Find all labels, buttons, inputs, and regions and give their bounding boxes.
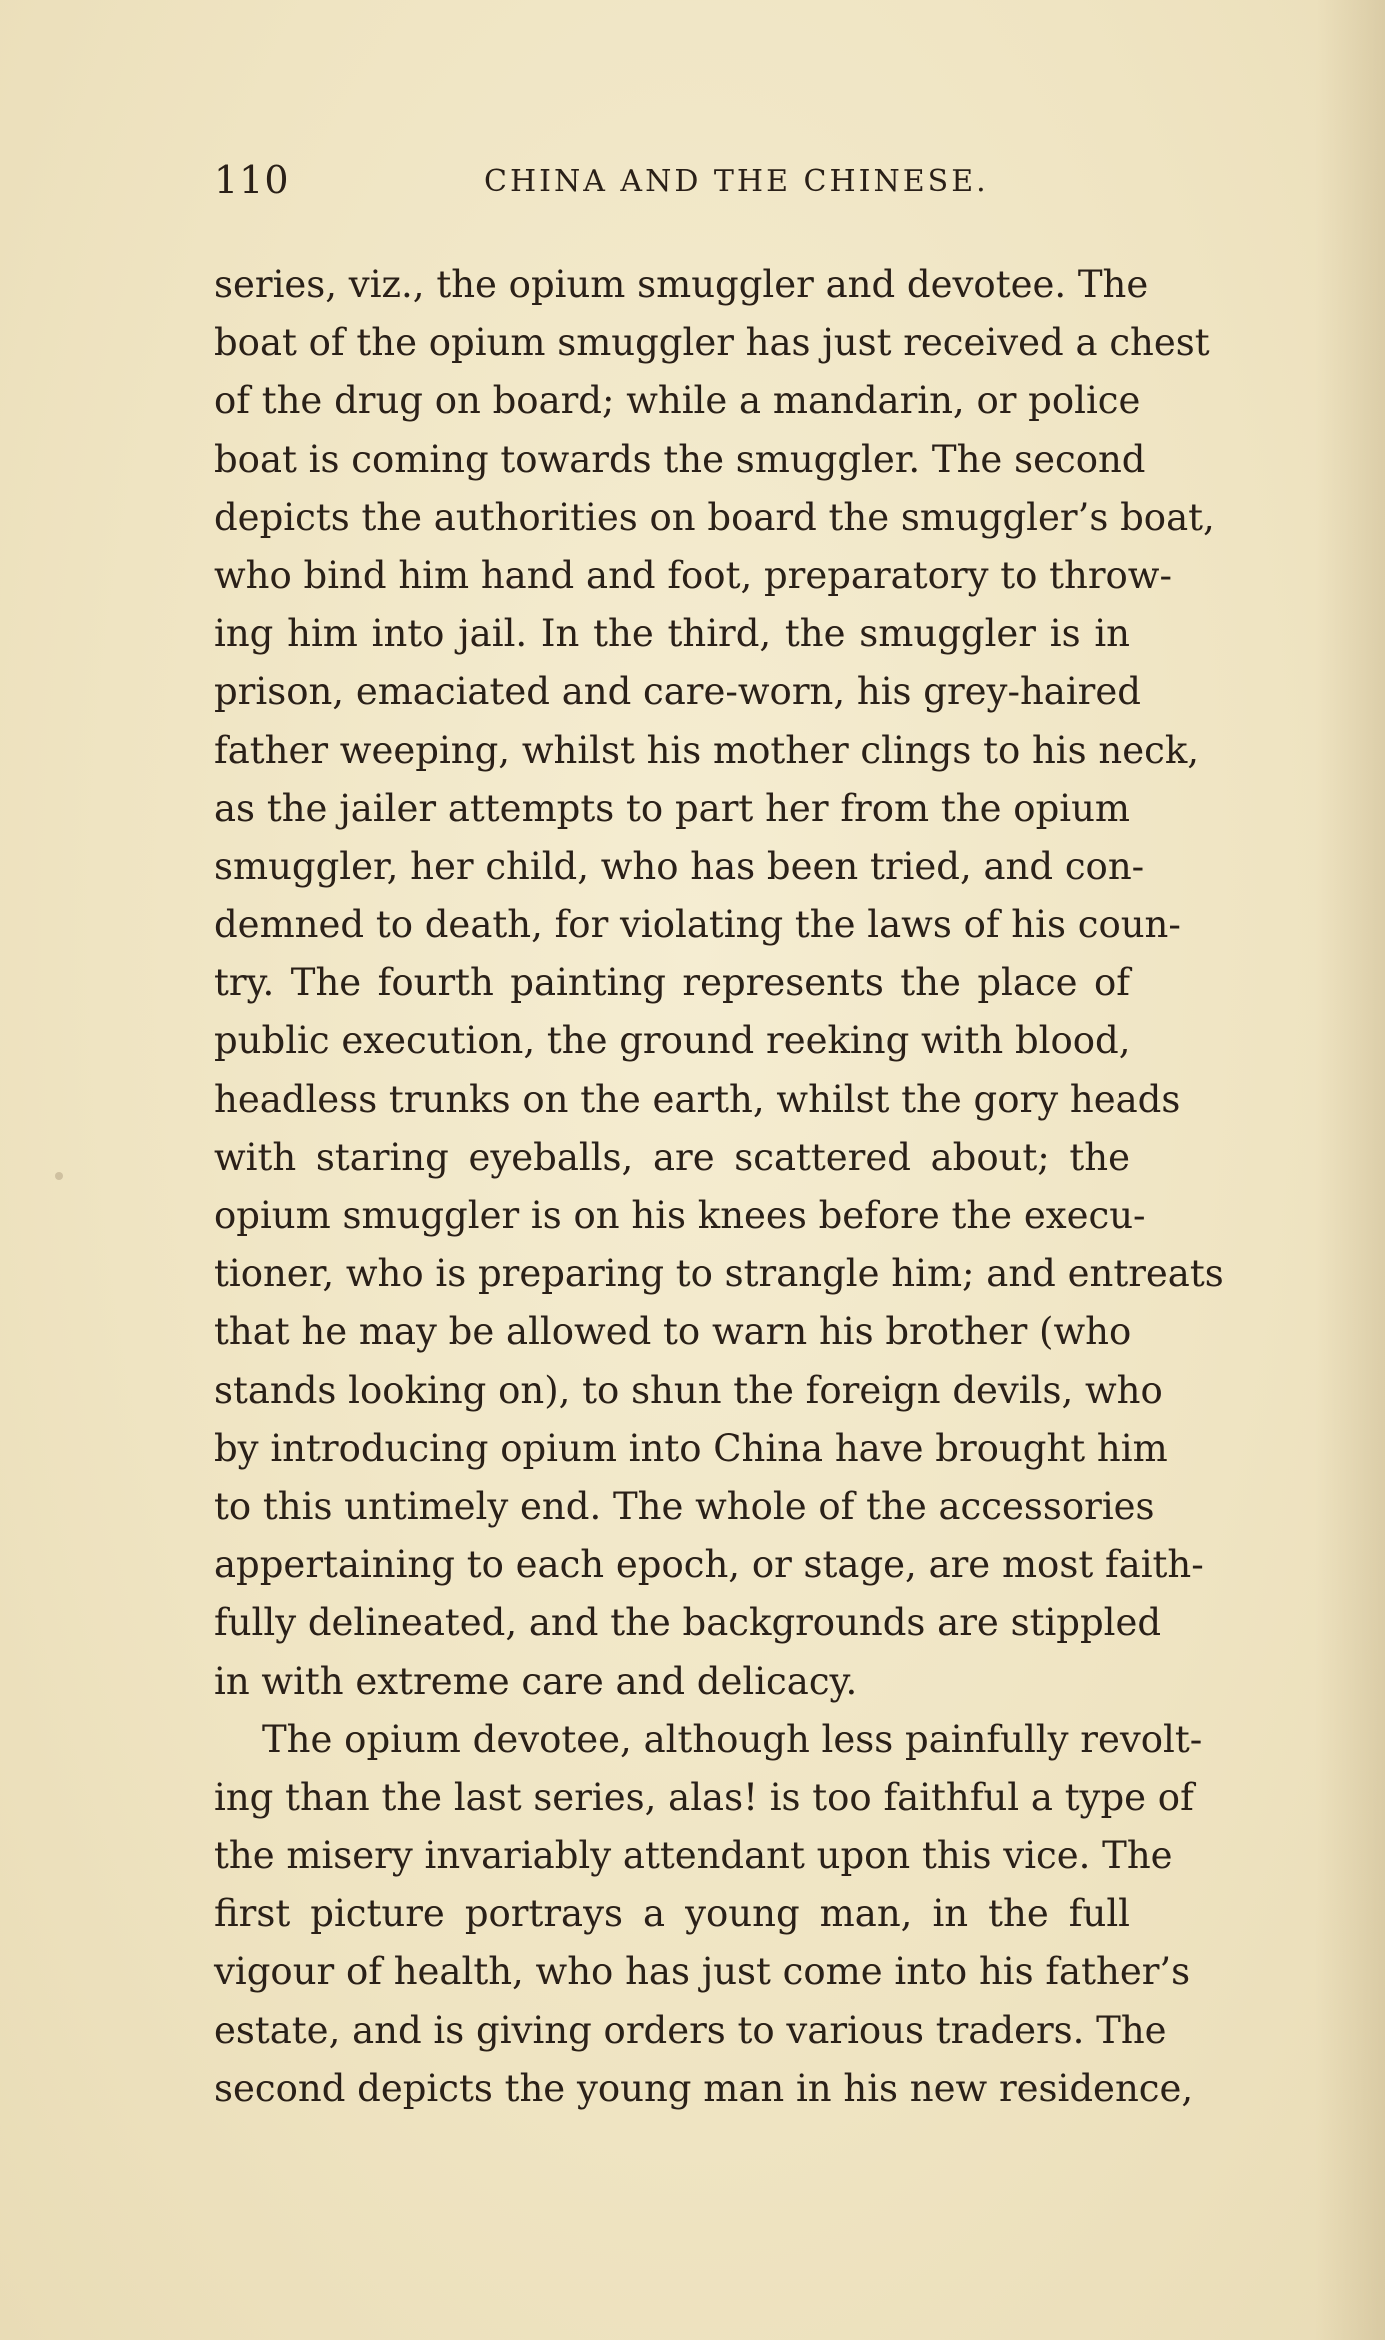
- text-line: vigour of health, who has just come into his father’s: [214, 1950, 1191, 1994]
- paper-speck: [55, 1172, 63, 1180]
- text-line: prison, emaciated and care-worn, his grey-haired: [214, 670, 1141, 714]
- text-line: ing him into jail. In the third, the smuggler is in: [214, 612, 1130, 656]
- text-line: opium smuggler is on his knees before the execu-: [214, 1194, 1146, 1237]
- text-line: headless trunks on the earth, whilst the gory heads: [214, 1077, 1181, 1121]
- page-edge-shadow: [1315, 0, 1385, 2340]
- text-line: depicts the authorities on board the smuggler’s boat,: [214, 495, 1215, 539]
- text-line: ing than the last series, alas! is too faithful a type of: [214, 1775, 1194, 1819]
- text-line: appertaining to each epoch, or stage, are most faith-: [214, 1543, 1204, 1587]
- text-line: fully delineated, and the backgrounds are stippled: [214, 1601, 1162, 1645]
- text-line: boat is coming towards the smuggler. The second: [214, 437, 1146, 481]
- text-line: that he may be allowed to warn his brother (who: [214, 1310, 1132, 1354]
- text-line: father weeping, whilst his mother clings to his neck,: [214, 728, 1200, 772]
- text-line: stands looking on), to shun the foreign devils, who: [214, 1368, 1163, 1412]
- text-line: try. The fourth painting represents the place of: [214, 961, 1130, 1005]
- text-line: demned to death, for violating the laws of his coun-: [214, 903, 1181, 947]
- text-line: who bind him hand and foot, preparatory to throw-: [214, 553, 1172, 597]
- text-line: the misery invariably attendant upon this vice. The: [214, 1834, 1173, 1878]
- text-line: by introducing opium into China have brought him: [214, 1426, 1168, 1470]
- text-line: estate, and is giving orders to various traders. The: [214, 2008, 1167, 2052]
- text-line: series, viz., the opium smuggler and devotee. The: [214, 263, 1149, 306]
- running-head: CHINA AND THE CHINESE.: [484, 164, 989, 199]
- text-line: boat of the opium smuggler has just received a chest: [214, 321, 1210, 365]
- text-line: smuggler, her child, who has been tried, and con-: [214, 844, 1145, 888]
- page-number: 110: [214, 158, 290, 202]
- body-text: [214, 256, 1224, 2118]
- text-line: as the jailer attempts to part her from the opium: [214, 786, 1130, 830]
- text-line: in with extreme care and delicacy.: [214, 1659, 858, 1703]
- text-line: tioner, who is preparing to strangle him; and entreats: [214, 1252, 1224, 1296]
- text-line: public execution, the ground reeking with blood,: [214, 1019, 1131, 1063]
- page-header: [214, 158, 1130, 218]
- text-line: The opium devotee, although less painfully revolt-: [262, 1717, 1203, 1761]
- text-line: second depicts the young man in his new residence,: [214, 2066, 1194, 2110]
- text-line: of the drug on board; while a mandarin, or police: [214, 379, 1141, 423]
- text-line: with staring eyeballs, are scattered about; the: [214, 1135, 1130, 1179]
- text-line: first picture portrays a young man, in the full: [214, 1892, 1130, 1936]
- text-line: to this untimely end. The whole of the accessories: [214, 1484, 1155, 1528]
